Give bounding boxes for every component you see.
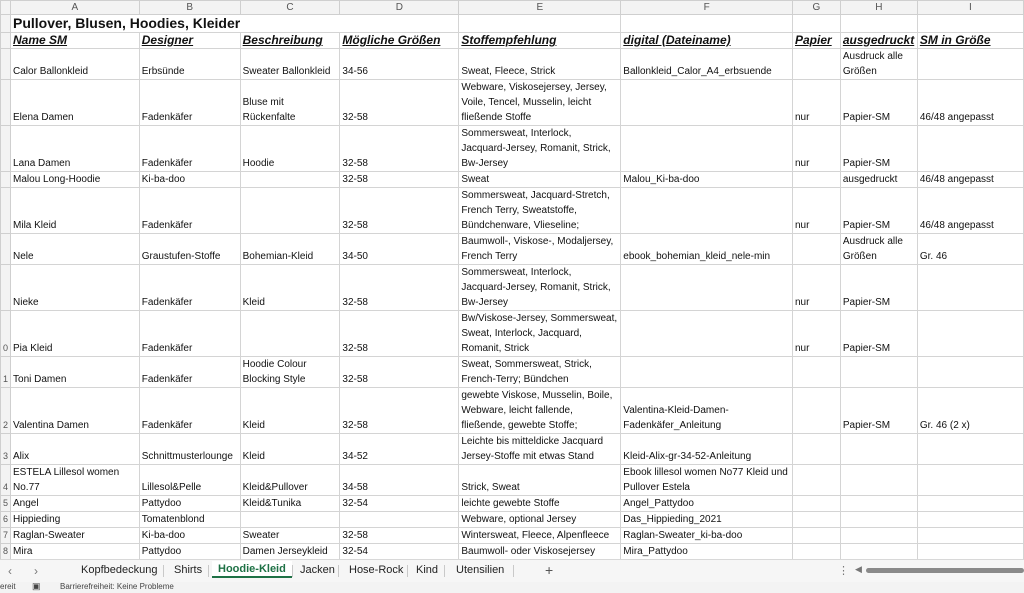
select-all-corner[interactable] bbox=[1, 1, 11, 15]
table-row bbox=[1, 265, 1024, 311]
cell[interactable]: Gr. 46 (2 x) bbox=[917, 388, 1023, 434]
cell[interactable] bbox=[792, 528, 840, 544]
column-title[interactable]: Beschreibung bbox=[240, 33, 340, 49]
column-header-a[interactable]: A bbox=[11, 1, 140, 15]
cell[interactable] bbox=[840, 528, 917, 544]
column-header-h[interactable]: H bbox=[840, 1, 917, 15]
cell[interactable]: Papier-SM bbox=[840, 80, 917, 126]
cell[interactable] bbox=[917, 465, 1023, 496]
cell[interactable] bbox=[792, 15, 840, 33]
table-row bbox=[1, 357, 1024, 388]
tab-utensilien[interactable]: Utensilien bbox=[456, 564, 505, 576]
cell[interactable] bbox=[917, 512, 1023, 528]
cell[interactable]: Pattydoo bbox=[139, 496, 240, 512]
cell[interactable]: nur bbox=[792, 126, 840, 172]
cell[interactable] bbox=[917, 434, 1023, 465]
cell[interactable]: 34-56 bbox=[340, 49, 459, 80]
cell[interactable] bbox=[840, 512, 917, 528]
cell[interactable]: ausgedruckt bbox=[840, 172, 917, 188]
add-sheet-icon[interactable]: + bbox=[545, 562, 554, 578]
cell[interactable]: 46/48 angepasst bbox=[917, 172, 1023, 188]
row-number[interactable] bbox=[1, 188, 11, 234]
cell[interactable]: Webware, optional Jersey bbox=[459, 512, 621, 528]
more-options-icon[interactable]: ⋮ bbox=[838, 565, 849, 577]
cell[interactable] bbox=[840, 434, 917, 465]
cell[interactable] bbox=[621, 265, 793, 311]
cell[interactable] bbox=[340, 512, 459, 528]
sheet-title[interactable]: Pullover, Blusen, Hoodies, Kleider bbox=[11, 15, 459, 33]
cell[interactable]: 32-58 bbox=[340, 172, 459, 188]
table-row bbox=[1, 172, 1024, 188]
table-row bbox=[1, 512, 1024, 528]
cell[interactable]: 46/48 angepasst bbox=[917, 80, 1023, 126]
cell[interactable] bbox=[917, 496, 1023, 512]
cell[interactable]: ESTELA Lillesol women No.77 bbox=[11, 465, 140, 496]
row-number[interactable] bbox=[1, 49, 11, 80]
cell[interactable]: Mila Kleid bbox=[11, 188, 140, 234]
cell[interactable]: Fadenkäfer bbox=[139, 388, 240, 434]
cell[interactable] bbox=[840, 15, 917, 33]
cell[interactable]: Elena Damen bbox=[11, 80, 140, 126]
cell[interactable]: 34-58 bbox=[340, 465, 459, 496]
cell[interactable]: nur bbox=[792, 265, 840, 311]
cell[interactable] bbox=[240, 512, 340, 528]
tab-kind[interactable]: Kind bbox=[416, 564, 439, 576]
tab-divider bbox=[338, 565, 339, 577]
cell[interactable] bbox=[621, 126, 793, 172]
tab-kopfbedeckung[interactable]: Kopfbedeckung bbox=[81, 564, 158, 576]
sheet-tab-bar bbox=[0, 559, 1024, 582]
table-row bbox=[1, 126, 1024, 172]
row-number[interactable] bbox=[1, 33, 11, 49]
cell[interactable]: Fadenkäfer bbox=[139, 265, 240, 311]
column-header-row bbox=[1, 1, 1024, 15]
row-number[interactable]: 1 bbox=[1, 357, 11, 388]
cell[interactable]: 32-58 bbox=[340, 265, 459, 311]
cell[interactable]: 32-58 bbox=[340, 311, 459, 357]
cell[interactable]: Hippieding bbox=[11, 512, 140, 528]
cell[interactable]: 32-58 bbox=[340, 188, 459, 234]
table-row bbox=[1, 188, 1024, 234]
cell[interactable] bbox=[792, 512, 840, 528]
cell[interactable]: Ebook lillesol women No77 Kleid und Pullover Estela bbox=[621, 465, 793, 496]
column-header-b[interactable]: B bbox=[139, 1, 240, 15]
cell[interactable]: Kleid bbox=[240, 388, 340, 434]
cell[interactable]: Fadenkäfer bbox=[139, 311, 240, 357]
cell[interactable] bbox=[792, 388, 840, 434]
cell[interactable]: Fadenkäfer bbox=[139, 357, 240, 388]
cell[interactable] bbox=[792, 49, 840, 80]
status-bar bbox=[0, 582, 1024, 593]
column-header-i[interactable]: I bbox=[917, 1, 1023, 15]
tab-divider bbox=[163, 565, 164, 577]
row-number[interactable]: 7 bbox=[1, 528, 11, 544]
cell[interactable]: Sommersweat, Jacquard-Stretch, French Terry, Sweatstoffe, Bündchenware, Vlieseline; bbox=[459, 188, 621, 234]
cell[interactable] bbox=[792, 172, 840, 188]
cell[interactable]: leichte gewebte Stoffe bbox=[459, 496, 621, 512]
column-title[interactable]: digital (Dateiname) bbox=[621, 33, 793, 49]
cell[interactable]: Sweat, Fleece, Strick bbox=[459, 49, 621, 80]
cell[interactable]: 34-52 bbox=[340, 434, 459, 465]
tab-shirts[interactable]: Shirts bbox=[174, 564, 203, 576]
cell[interactable]: gewebte Viskose, Musselin, Boile, Webware, leicht fallende, fließende, gewebte Stoffe; bbox=[459, 388, 621, 434]
cell[interactable] bbox=[917, 126, 1023, 172]
tab-divider bbox=[513, 565, 514, 577]
cell[interactable]: Raglan-Sweater_ki-ba-doo bbox=[621, 528, 793, 544]
cell[interactable]: Raglan-Sweater bbox=[11, 528, 140, 544]
cell[interactable]: Valentina-Kleid-Damen-Fadenkäfer_Anleitung bbox=[621, 388, 793, 434]
cell[interactable]: 32-54 bbox=[340, 544, 459, 560]
scroll-left-icon[interactable]: ‹ bbox=[8, 564, 12, 578]
cell[interactable]: ebook_bohemian_kleid_nele-min bbox=[621, 234, 793, 265]
cell[interactable]: Erbsünde bbox=[139, 49, 240, 80]
cell[interactable]: Kleid&Tunika bbox=[240, 496, 340, 512]
tab-divider bbox=[407, 565, 408, 577]
cell[interactable]: Nieke bbox=[11, 265, 140, 311]
cell[interactable]: Baumwoll- oder Viskosejersey bbox=[459, 544, 621, 560]
table-row bbox=[1, 388, 1024, 434]
row-number[interactable]: 4 bbox=[1, 465, 11, 496]
cell[interactable] bbox=[917, 544, 1023, 560]
title-row bbox=[1, 15, 1024, 33]
cell[interactable]: Damen Jerseykleid bbox=[240, 544, 340, 560]
cell[interactable]: Tomatenblond bbox=[139, 512, 240, 528]
cell[interactable]: Baumwoll-, Viskose-, Modaljersey, French Terry bbox=[459, 234, 621, 265]
cell[interactable]: nur bbox=[792, 188, 840, 234]
cell[interactable]: nur bbox=[792, 311, 840, 357]
cell[interactable] bbox=[917, 15, 1023, 33]
cell[interactable]: 32-58 bbox=[340, 388, 459, 434]
status-accessibility[interactable]: Barrierefreiheit: Keine Probleme bbox=[60, 582, 174, 591]
cell[interactable]: Papier-SM bbox=[840, 126, 917, 172]
cell[interactable] bbox=[459, 15, 621, 33]
cell[interactable] bbox=[792, 234, 840, 265]
cell[interactable]: Ausdruck alle Größen bbox=[840, 49, 917, 80]
cell[interactable]: 32-54 bbox=[340, 496, 459, 512]
cell[interactable] bbox=[792, 465, 840, 496]
cell[interactable]: Bw/Viskose-Jersey, Sommersweat, Sweat, Interlock, Jacquard, Romanit, Strick bbox=[459, 311, 621, 357]
cell[interactable] bbox=[792, 496, 840, 512]
row-number[interactable] bbox=[1, 172, 11, 188]
scroll-left-arrow-icon[interactable]: ◀ bbox=[855, 564, 862, 574]
cell[interactable]: 32-58 bbox=[340, 80, 459, 126]
accessibility-icon[interactable]: ▣ bbox=[32, 581, 41, 591]
row-number[interactable]: 5 bbox=[1, 496, 11, 512]
table-row bbox=[1, 80, 1024, 126]
cell[interactable]: Ki-ba-doo bbox=[139, 172, 240, 188]
cell[interactable] bbox=[917, 528, 1023, 544]
cell[interactable]: Malou_Ki-ba-doo bbox=[621, 172, 793, 188]
table-row bbox=[1, 528, 1024, 544]
row-number[interactable] bbox=[1, 15, 11, 33]
column-title[interactable]: Mögliche Größen bbox=[340, 33, 459, 49]
cell[interactable] bbox=[621, 80, 793, 126]
cell[interactable] bbox=[621, 357, 793, 388]
cell[interactable]: Kleid bbox=[240, 434, 340, 465]
cell[interactable]: Strick, Sweat bbox=[459, 465, 621, 496]
cell[interactable]: Papier-SM bbox=[840, 265, 917, 311]
cell[interactable]: Malou Long-Hoodie bbox=[11, 172, 140, 188]
cell[interactable]: Papier-SM bbox=[840, 311, 917, 357]
row-number[interactable] bbox=[1, 265, 11, 311]
column-header-g[interactable]: G bbox=[792, 1, 840, 15]
row-number[interactable]: 3 bbox=[1, 434, 11, 465]
cell[interactable] bbox=[840, 357, 917, 388]
cell[interactable]: Mira bbox=[11, 544, 140, 560]
table-row bbox=[1, 544, 1024, 560]
status-ready: ereit bbox=[0, 582, 16, 591]
cell[interactable]: Sweat bbox=[459, 172, 621, 188]
cell[interactable]: Valentina Damen bbox=[11, 388, 140, 434]
cell[interactable] bbox=[792, 434, 840, 465]
cell[interactable]: Lillesol&Pelle bbox=[139, 465, 240, 496]
cell[interactable] bbox=[917, 311, 1023, 357]
cell[interactable]: nur bbox=[792, 80, 840, 126]
table-row bbox=[1, 434, 1024, 465]
cell[interactable]: Sommersweat, Interlock, Jacquard-Jersey, Romanit, Strick, Bw-Jersey bbox=[459, 126, 621, 172]
cell[interactable] bbox=[621, 188, 793, 234]
column-title[interactable]: Stoffempfehlung bbox=[459, 33, 621, 49]
table-row bbox=[1, 465, 1024, 496]
cell[interactable]: Ausdruck alle Größen bbox=[840, 234, 917, 265]
column-header-c[interactable]: C bbox=[240, 1, 340, 15]
cell[interactable]: Gr. 46 bbox=[917, 234, 1023, 265]
cell[interactable] bbox=[240, 172, 340, 188]
scroll-right-icon[interactable]: › bbox=[34, 564, 38, 578]
table-row bbox=[1, 234, 1024, 265]
cell[interactable]: Hoodie Colour Blocking Style bbox=[240, 357, 340, 388]
cell[interactable] bbox=[917, 49, 1023, 80]
horizontal-scrollbar[interactable] bbox=[866, 568, 1024, 573]
cell[interactable]: Mira_Pattydoo bbox=[621, 544, 793, 560]
row-number[interactable] bbox=[1, 234, 11, 265]
cell[interactable]: Papier-SM bbox=[840, 188, 917, 234]
cell[interactable]: Alix bbox=[11, 434, 140, 465]
cell[interactable]: Lana Damen bbox=[11, 126, 140, 172]
cell[interactable]: Leichte bis mitteldicke Jacquard Jersey-Stoffe mit etwas Stand bbox=[459, 434, 621, 465]
row-number[interactable]: 6 bbox=[1, 512, 11, 528]
cell[interactable]: Bluse mit Rückenfalte bbox=[240, 80, 340, 126]
tab-divider bbox=[292, 565, 293, 577]
tab-hoodie-kleid[interactable]: Hoodie-Kleid bbox=[212, 561, 292, 578]
column-header-d[interactable]: D bbox=[340, 1, 459, 15]
cell[interactable]: Sweat, Sommersweat, Strick, French-Terry; Bündchen bbox=[459, 357, 621, 388]
column-title[interactable]: Name SM bbox=[11, 33, 140, 49]
cell[interactable]: 34-50 bbox=[340, 234, 459, 265]
column-header-e[interactable]: E bbox=[459, 1, 621, 15]
cell[interactable] bbox=[621, 311, 793, 357]
column-title-row bbox=[1, 33, 1024, 49]
cell[interactable] bbox=[792, 544, 840, 560]
row-number[interactable]: 2 bbox=[1, 388, 11, 434]
tab-jacken[interactable]: Jacken bbox=[300, 564, 335, 576]
row-number[interactable] bbox=[1, 80, 11, 126]
cell[interactable] bbox=[840, 544, 917, 560]
cell[interactable]: 32-58 bbox=[340, 126, 459, 172]
cell[interactable]: Pattydoo bbox=[139, 544, 240, 560]
row-number[interactable]: 0 bbox=[1, 311, 11, 357]
cell[interactable]: Schnittmusterlounge bbox=[139, 434, 240, 465]
row-number[interactable] bbox=[1, 126, 11, 172]
tab-hose-rock[interactable]: Hose-Rock bbox=[349, 564, 404, 576]
cell[interactable]: Ki-ba-doo bbox=[139, 528, 240, 544]
cell[interactable]: 46/48 angepasst bbox=[917, 188, 1023, 234]
tab-divider bbox=[208, 565, 209, 577]
cell[interactable]: Angel bbox=[11, 496, 140, 512]
table-row bbox=[1, 311, 1024, 357]
cell[interactable]: Sommersweat, Interlock, Jacquard-Jersey, Romanit, Strick, Bw-Jersey bbox=[459, 265, 621, 311]
column-title[interactable]: SM in Größe bbox=[917, 33, 1023, 49]
column-title[interactable]: ausgedruckt bbox=[840, 33, 917, 49]
cell[interactable]: Hoodie bbox=[240, 126, 340, 172]
cell[interactable]: Pia Kleid bbox=[11, 311, 140, 357]
cell[interactable]: Fadenkäfer bbox=[139, 188, 240, 234]
cell[interactable] bbox=[240, 311, 340, 357]
cell[interactable]: Fadenkäfer bbox=[139, 126, 240, 172]
cell[interactable]: Kleid&Pullover bbox=[240, 465, 340, 496]
cell[interactable] bbox=[840, 496, 917, 512]
cell[interactable]: Papier-SM bbox=[840, 388, 917, 434]
cell[interactable] bbox=[792, 357, 840, 388]
cell[interactable]: Kleid-Alix-gr-34-52-Anleitung bbox=[621, 434, 793, 465]
column-header-f[interactable]: F bbox=[621, 1, 793, 15]
cell[interactable]: Calor Ballonkleid bbox=[11, 49, 140, 80]
row-number[interactable]: 8 bbox=[1, 544, 11, 560]
cell[interactable]: Toni Damen bbox=[11, 357, 140, 388]
cell[interactable]: Nele bbox=[11, 234, 140, 265]
cell[interactable]: Bohemian-Kleid bbox=[240, 234, 340, 265]
cell[interactable] bbox=[240, 188, 340, 234]
cell[interactable]: Sweater bbox=[240, 528, 340, 544]
cell[interactable] bbox=[917, 265, 1023, 311]
cell[interactable]: Fadenkäfer bbox=[139, 80, 240, 126]
cell[interactable]: Angel_Pattydoo bbox=[621, 496, 793, 512]
tab-divider bbox=[444, 565, 445, 577]
cell[interactable]: 32-58 bbox=[340, 528, 459, 544]
cell[interactable]: Ballonkleid_Calor_A4_erbsuende bbox=[621, 49, 793, 80]
cell[interactable]: Kleid bbox=[240, 265, 340, 311]
cell[interactable]: Sweater Ballonkleid bbox=[240, 49, 340, 80]
cell[interactable] bbox=[840, 465, 917, 496]
cell[interactable]: Webware, Viskosejersey, Jersey, Voile, Tencel, Musselin, leicht fließende Stoffe bbox=[459, 80, 621, 126]
cell[interactable] bbox=[917, 357, 1023, 388]
cell[interactable]: Das_Hippieding_2021 bbox=[621, 512, 793, 528]
column-title[interactable]: Papier bbox=[792, 33, 840, 49]
table-row bbox=[1, 49, 1024, 80]
column-title[interactable]: Designer bbox=[139, 33, 240, 49]
cell[interactable]: Wintersweat, Fleece, Alpenfleece bbox=[459, 528, 621, 544]
cell[interactable]: Graustufen-Stoffe bbox=[139, 234, 240, 265]
table-row bbox=[1, 496, 1024, 512]
cell[interactable] bbox=[621, 15, 793, 33]
cell[interactable]: 32-58 bbox=[340, 357, 459, 388]
